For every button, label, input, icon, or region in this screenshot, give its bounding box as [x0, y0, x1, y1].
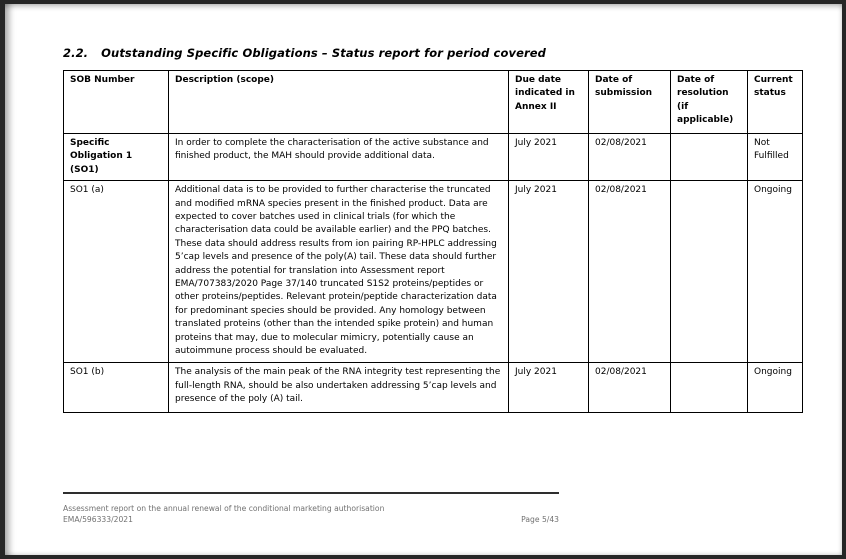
footer-document-reference: EMA/596333/2021 — [63, 514, 133, 524]
footer-divider — [63, 492, 559, 494]
col-header-sob-number: SOB Number — [64, 71, 169, 134]
section-title: Outstanding Specific Obligations – Status report for period covered — [101, 46, 546, 60]
cell-description: The analysis of the main peak of the RNA integrity test representing the full-length RNA, should be also undertaken addressing 5’cap levels and presence of the poly (A) tail. — [169, 363, 509, 413]
section-number: 2.2. — [63, 46, 89, 60]
table-row-so1 — [64, 134, 803, 181]
cell-due-date: July 2021 — [509, 134, 589, 181]
cell-due-date: July 2021 — [509, 181, 589, 363]
cell-date-of-resolution — [671, 181, 748, 363]
cell-sob-number: SO1 (b) — [64, 363, 169, 413]
cell-sob-number: SO1 (a) — [64, 181, 169, 363]
cell-description: In order to complete the characterisation of the active substance and finished product, the MAH should provide additional data. — [169, 134, 509, 181]
cell-date-of-submission: 02/08/2021 — [589, 363, 671, 413]
col-header-date-of-resolution: Date of resolution (if applicable) — [671, 71, 748, 134]
cell-date-of-submission: 02/08/2021 — [589, 181, 671, 363]
cell-current-status: Not Fulfilled — [748, 134, 803, 181]
document-page — [5, 4, 842, 555]
col-header-description: Description (scope) — [169, 71, 509, 134]
col-header-due-date: Due date indicated in Annex II — [509, 71, 589, 134]
cell-date-of-resolution — [671, 363, 748, 413]
cell-current-status: Ongoing — [748, 181, 803, 363]
cell-sob-number: Specific Obligation 1 (SO1) — [64, 134, 169, 181]
col-header-date-of-submission: Date of submission — [589, 71, 671, 134]
table-row-so1a — [64, 181, 803, 363]
footer-page-number: Page 5/43 — [521, 514, 559, 524]
page-footer — [63, 492, 559, 525]
cell-description: Additional data is to be provided to further characterise the truncated and modified mRNA species present in the finished product. Data are expected to cover batches used in clinical trials (for which the characterisation data could be available earlier) and the PPQ batches. These data should address results from ion pairing RP-HPLC addressing 5’cap levels and presence of the poly(A) tail. These data should further address the potential for translation into Assessment report EMA/707383/2020 Page 37/140 truncated S1S2 proteins/peptides or other proteins/peptides. Relevant protein/peptide characterization data for predominant species should be provided. Any homology between translated proteins (other than the intended spike protein) and human proteins that may, due to molecular mimicry, potentially cause an autoimmune process should be evaluated. — [169, 181, 509, 363]
table-row-so1b — [64, 363, 803, 413]
cell-due-date: July 2021 — [509, 363, 589, 413]
footer-document-title: Assessment report on the annual renewal of the conditional marketing authorisation — [63, 503, 385, 513]
obligations-status-table — [63, 70, 803, 413]
col-header-current-status: Current status — [748, 71, 803, 134]
cell-date-of-resolution — [671, 134, 748, 181]
cell-date-of-submission: 02/08/2021 — [589, 134, 671, 181]
table-header-row — [64, 71, 803, 134]
section-heading — [63, 46, 546, 60]
cell-current-status: Ongoing — [748, 363, 803, 413]
